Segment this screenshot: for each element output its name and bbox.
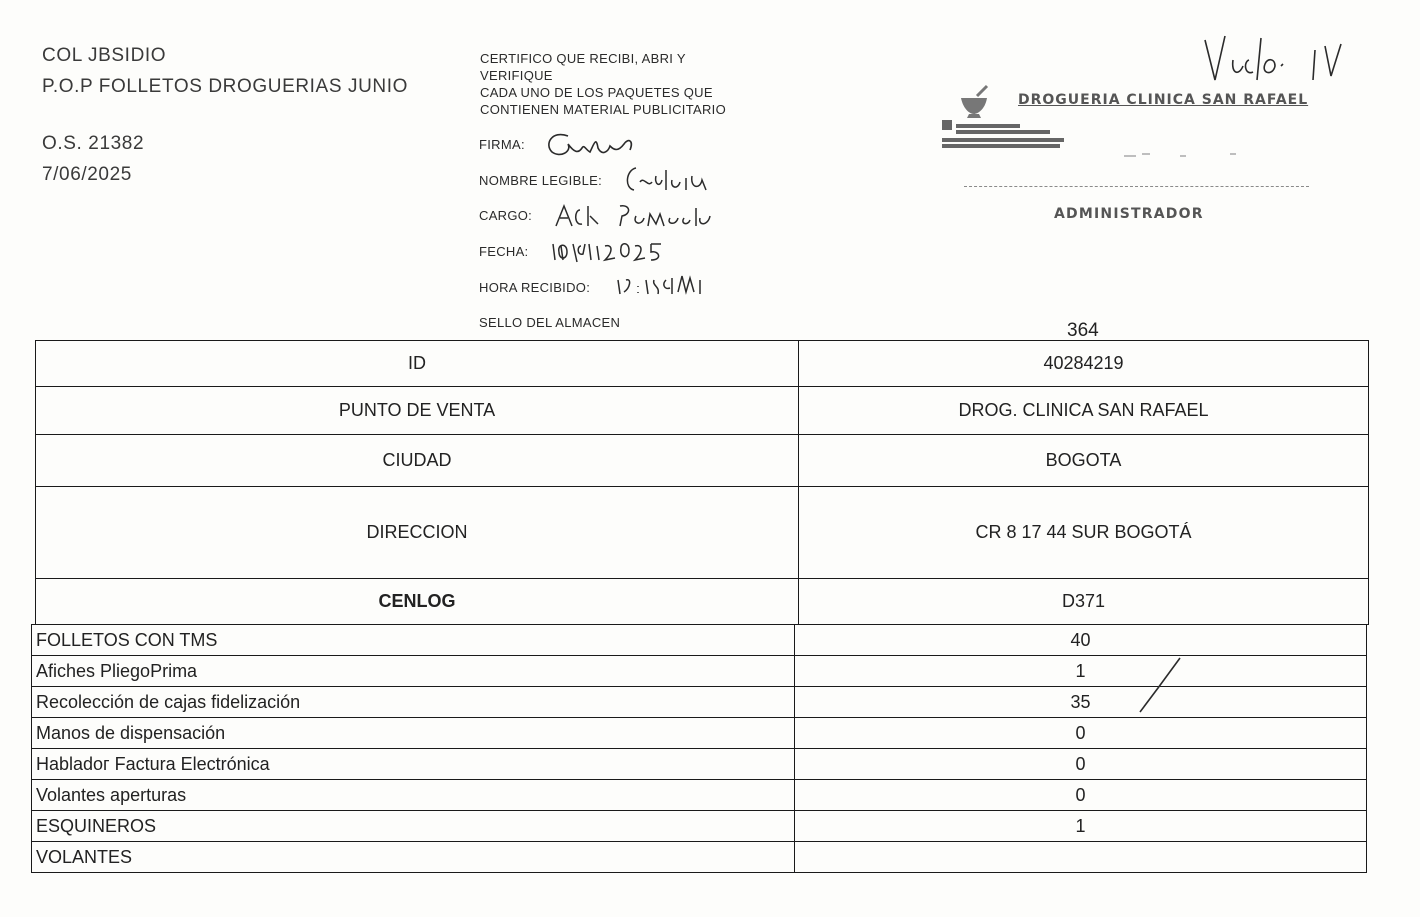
certificate-line: VERIFIQUE — [480, 68, 553, 83]
detail-value: DROG. CLINICA SAN RAFAEL — [799, 387, 1369, 435]
detail-value: BOGOTA — [799, 435, 1369, 487]
stamp-store-name: DROGUERIA CLINICA SAN RAFAEL — [1018, 92, 1309, 108]
stamp-role: ADMINISTRADOR — [1054, 206, 1204, 222]
table-row — [32, 811, 1367, 842]
table-row — [32, 780, 1367, 811]
handwritten-time — [612, 266, 727, 300]
handwritten-name — [620, 162, 720, 196]
item-quantity: 0 — [795, 749, 1367, 780]
hora-label: HORA RECIBIDO: — [479, 280, 591, 295]
detail-value: 40284219 — [799, 341, 1369, 387]
store-details-table — [35, 340, 1369, 625]
table-row — [36, 387, 1369, 435]
certificate-line: CONTIENEN MATERIAL PUBLICITARIO — [480, 102, 726, 117]
sello-label: SELLO DEL ALMACEN — [479, 315, 621, 330]
stamp-faint-text — [1120, 146, 1260, 162]
cargo-label: CARGO: — [479, 208, 533, 223]
table-row — [32, 749, 1367, 780]
item-name: Recolección de cajas fidelización — [32, 687, 795, 718]
handwritten-cargo — [550, 198, 725, 232]
item-quantity: 0 — [795, 780, 1367, 811]
handwritten-receiver-signature — [1195, 30, 1365, 96]
document-date: 7/06/2025 — [42, 164, 132, 185]
item-name: FOLLETOS CON TMS — [32, 625, 795, 656]
item-quantity — [795, 842, 1367, 873]
item-quantity: 1 — [795, 811, 1367, 842]
table-row — [36, 435, 1369, 487]
item-quantity: 1 — [795, 656, 1367, 687]
nombre-label: NOMBRE LEGIBLE: — [479, 173, 602, 188]
detail-label: CIUDAD — [36, 435, 799, 487]
detail-value: D371 — [799, 579, 1369, 625]
stamp-divider — [964, 186, 1309, 187]
item-name: ESQUINEROS — [32, 811, 795, 842]
firma-label: FIRMA: — [479, 137, 525, 152]
item-name: Volantes aperturas — [32, 780, 795, 811]
handwritten-check-mark — [1130, 652, 1190, 718]
page-number: 364 — [1067, 320, 1099, 341]
item-quantity: 40 — [795, 625, 1367, 656]
item-name: Afiches PliegoPrima — [32, 656, 795, 687]
handwritten-signature — [538, 122, 668, 164]
pharmacy-mortar-icon — [955, 84, 995, 118]
table-row — [36, 487, 1369, 579]
order-number: O.S. 21382 — [42, 133, 145, 154]
certificate-line: CADA UNO DE LOS PAQUETES QUE — [480, 85, 713, 100]
item-name: VOLANTES — [32, 842, 795, 873]
item-name: Manos de dispensación — [32, 718, 795, 749]
table-row — [36, 579, 1369, 625]
table-row — [32, 842, 1367, 873]
stamp-logo — [940, 118, 1068, 155]
handwritten-date — [545, 232, 695, 266]
detail-label: PUNTO DE VENTA — [36, 387, 799, 435]
certificate-statement — [480, 50, 726, 118]
detail-label: CENLOG — [36, 579, 799, 625]
table-row — [36, 341, 1369, 387]
item-name: Habladoг Factura Electrónica — [32, 749, 795, 780]
company-name: COL JBSIDIO — [42, 45, 167, 66]
table-row — [32, 625, 1367, 656]
detail-label: ID — [36, 341, 799, 387]
item-quantity: 35 — [795, 687, 1367, 718]
fecha-label: FECHA: — [479, 244, 529, 259]
detail-label: DIRECCION — [36, 487, 799, 579]
document-title: P.O.P FOLLETOS DROGUERIAS JUNIO — [42, 76, 408, 97]
table-row — [32, 718, 1367, 749]
document-header — [42, 40, 408, 190]
detail-value: CR 8 17 44 SUR BOGOTÁ — [799, 487, 1369, 579]
certificate-line: CERTIFICO QUE RECIBI, ABRI Y — [480, 51, 686, 66]
item-quantity: 0 — [795, 718, 1367, 749]
stamp-logo-mark — [940, 118, 1068, 152]
